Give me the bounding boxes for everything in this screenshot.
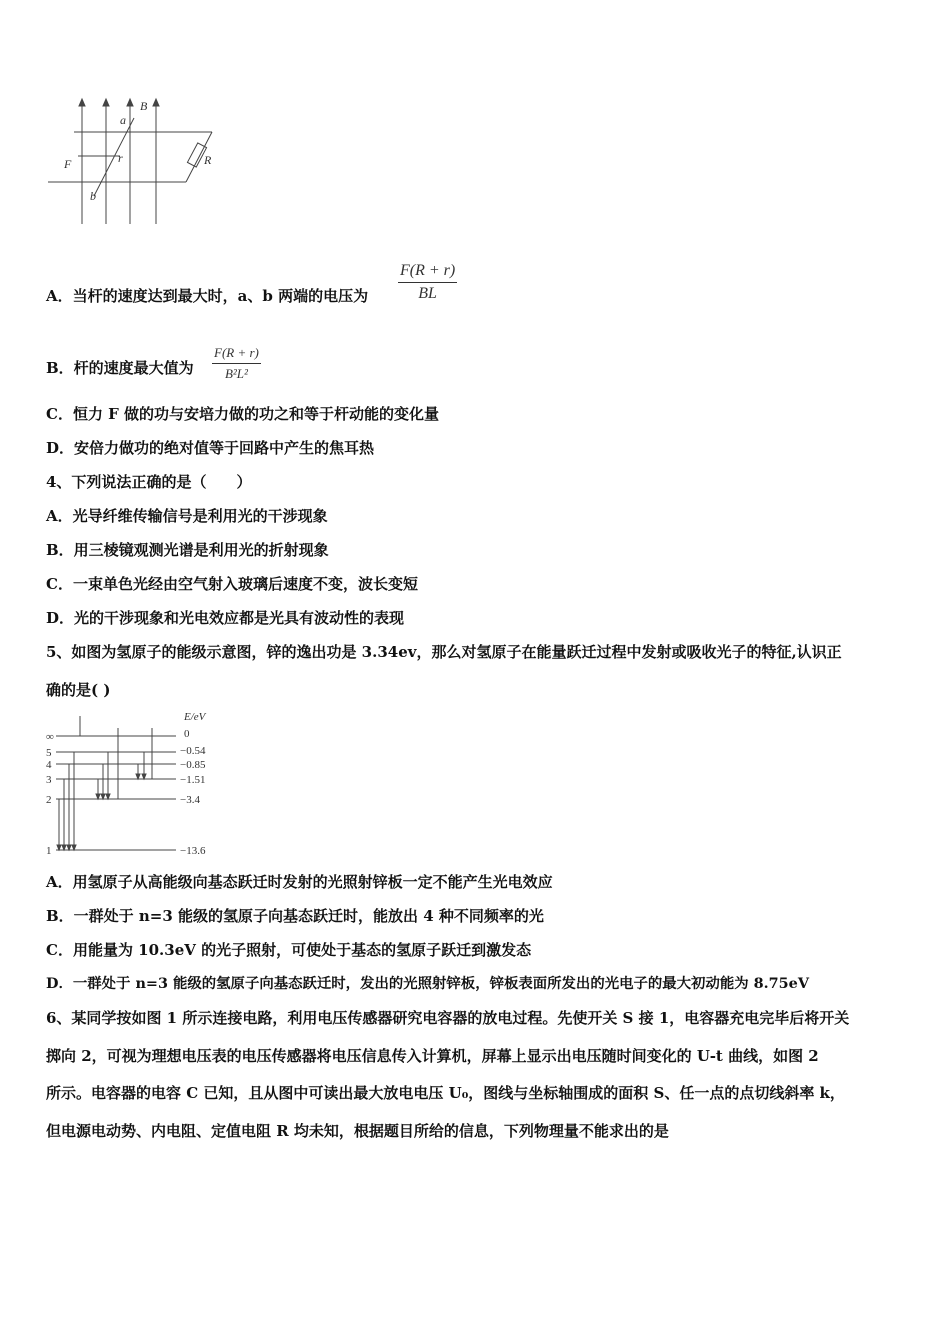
fig1-label-a: a [120,113,126,127]
fraction-numerator: F(R + r) [212,345,261,364]
q5-option-c: C．用能量为 10.3eV 的光子照射，可使处于基态的氢原子跃迁到激发态 [46,941,532,959]
energy-level-diagram [44,708,234,858]
level-n-3: 3 [46,774,52,786]
fig1-label-R: R [204,153,212,167]
q3-option-a [46,286,368,306]
level-energy-inf: 0 [184,728,190,740]
level-n-5: 5 [46,747,52,759]
q5-option-d: D．一群处于 n=3 能级的氢原子向基态跃迁时，发出的光照射锌板，锌板表面所发出的光电子的最大初动能为 8.75eV [46,975,809,992]
q6-stem-line1: 6、某同学按如图 1 所示连接电路，利用电压传感器研究电容器的放电过程。先使开关 S 接 1，电容器充电完毕后将开关 [46,1009,850,1027]
q3-option-a-text: A．当杆的速度达到最大时，a、b 两端的电压为 [46,287,369,305]
q3-option-a-fraction [398,262,457,303]
q5-option-a: A．用氢原子从高能级向基态跃迁时发射的光照射锌板一定不能产生光电效应 [46,873,553,891]
level-energy-4: −0.85 [180,759,206,771]
q3-option-d: D．安倍力做功的绝对值等于回路中产生的焦耳热 [46,439,375,457]
q6-stem-line4: 但电源电动势、内电阻、定值电阻 R 均未知，根据题目所给的信息，下列物理量不能求出的是 [46,1122,669,1140]
level-energy-1: −13.6 [180,845,206,857]
fig1-label-B: B [140,99,148,113]
q5-stem-line2: 确的是( ) [46,681,111,699]
q6-stem-line2: 掷向 2，可视为理想电压表的电压传感器将电压信息传入计算机，屏幕上显示出电压随时间变化的 U-t 曲线，如图 2 [46,1047,819,1065]
rail-rod-figure [44,96,234,228]
level-n-1: 1 [46,845,52,857]
q4-option-c: C．一束单色光经由空气射入玻璃后速度不变，波长变短 [46,575,418,593]
fig1-label-F: F [64,157,72,171]
fraction-denominator: BL [418,285,437,302]
fig1-label-r: r [118,151,123,165]
level-n-inf: ∞ [46,731,54,743]
q3-option-b [46,358,194,378]
q3-option-b-text: B．杆的速度最大值为 [46,359,194,377]
q6-stem-line3: 所示。电容器的电容 C 已知，且从图中可读出最大放电电压 U₀，图线与坐标轴围成的面积 S、任一点的点切线斜率 k， [46,1084,845,1102]
q3-option-b-fraction [212,345,261,382]
q5-stem-line1: 5、如图为氢原子的能级示意图，锌的逸出功是 3.34ev，那么对氢原子在能量跃迁过程中发射或吸收光子的特征,认识正 [46,643,842,661]
q4-option-a: A．光导纤维传输信号是利用光的干涉现象 [46,507,328,525]
fraction-denominator: B²L² [224,366,248,381]
q4-stem: 4、下列说法正确的是（ ） [46,473,252,491]
q4-option-b: B．用三棱镜观测光谱是利用光的折射现象 [46,541,329,559]
q4-option-d: D．光的干涉现象和光电效应都是光具有波动性的表现 [46,609,405,627]
fraction-numerator: F(R + r) [398,262,457,283]
level-n-4: 4 [46,759,52,771]
fig1-label-b: b [90,189,96,203]
level-energy-3: −1.51 [180,774,206,786]
q5-option-b: B．一群处于 n=3 能级的氢原子向基态跃迁时，能放出 4 种不同频率的光 [46,907,544,925]
q3-option-c: C．恒力 F 做的功与安培力做的功之和等于杆动能的变化量 [46,405,440,423]
level-energy-2: −3.4 [180,794,200,806]
axis-label-E: E/eV [184,711,206,723]
level-energy-5: −0.54 [180,745,206,757]
level-n-2: 2 [46,794,52,806]
